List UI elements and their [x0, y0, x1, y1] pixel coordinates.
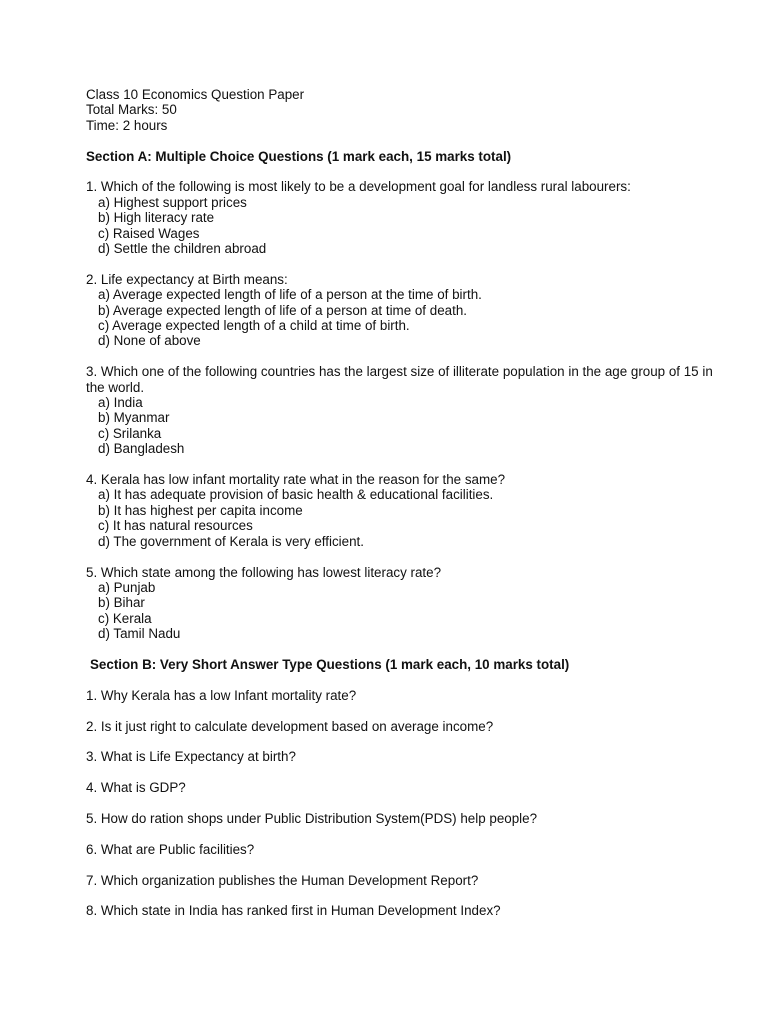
option-d: d) Bangladesh	[98, 441, 185, 457]
section-b-question-4	[86, 780, 726, 795]
question-text: 2. Is it just right to calculate development based on average income?	[86, 718, 494, 734]
option-c: c) Average expected length of a child at time of birth.	[98, 318, 410, 334]
question-text: 4. Kerala has low infant mortality rate what in the reason for the same?	[86, 472, 506, 488]
option-d: d) None of above	[98, 333, 201, 349]
option-a: a) Average expected length of life of a person at the time of birth.	[98, 287, 482, 303]
question-paper	[86, 87, 726, 934]
question-text: 1. Why Kerala has a low Infant mortality rate?	[86, 687, 357, 703]
section-b-question-7	[86, 873, 726, 888]
option-a: a) Highest support prices	[98, 194, 247, 210]
section-a-question-4	[86, 472, 726, 549]
section-b-question-1	[86, 688, 726, 703]
question-text: 2. Life expectancy at Birth means:	[86, 271, 288, 287]
question-text: 3. Which one of the following countries has the largest size of illiterate population in the age group of 15 in the world.	[86, 364, 713, 395]
total-marks: Total Marks: 50	[86, 102, 177, 118]
time-allowed: Time: 2 hours	[86, 117, 168, 133]
option-c: c) Raised Wages	[98, 225, 200, 241]
option-d: d) Settle the children abroad	[98, 241, 267, 257]
question-text: 7. Which organization publishes the Human Development Report?	[86, 872, 479, 888]
section-b-question-6	[86, 842, 726, 857]
option-b: b) High literacy rate	[98, 210, 215, 226]
option-a: a) India	[98, 395, 143, 411]
question-text: 6. What are Public facilities?	[86, 841, 255, 857]
section-a-question-1	[86, 179, 726, 256]
option-d: d) Tamil Nadu	[98, 626, 181, 642]
section-b-title: Section B: Very Short Answer Type Questions (1 mark each, 10 marks total)	[90, 656, 570, 672]
option-c: c) It has natural resources	[98, 518, 253, 534]
section-b-heading-block	[86, 657, 726, 672]
question-text: 1. Which of the following is most likely to be a development goal for landless rural labourers:	[86, 179, 631, 195]
question-text: 5. Which state among the following has lowest literacy rate?	[86, 564, 442, 580]
option-a: a) It has adequate provision of basic health & educational facilities.	[98, 487, 494, 503]
section-b-question-2	[86, 719, 726, 734]
paper-title: Class 10 Economics Question Paper	[86, 87, 305, 102]
option-b: b) Myanmar	[98, 410, 170, 426]
option-c: c) Srilanka	[98, 425, 162, 441]
section-b-question-8	[86, 903, 726, 918]
section-a-question-3	[86, 364, 726, 456]
question-text: 4. What is GDP?	[86, 780, 186, 796]
option-a: a) Punjab	[98, 579, 156, 595]
option-b: b) Average expected length of life of a person at time of death.	[98, 302, 467, 318]
section-a-question-5	[86, 565, 726, 642]
section-b-question-5	[86, 811, 726, 826]
section-a-heading-block	[86, 149, 726, 164]
section-b-question-3	[86, 749, 726, 764]
question-text: 8. Which state in India has ranked first in Human Development Index?	[86, 903, 501, 919]
option-b: b) Bihar	[98, 595, 145, 611]
option-b: b) It has highest per capita income	[98, 502, 303, 518]
paper-header	[86, 87, 726, 133]
option-d: d) The government of Kerala is very efficient.	[98, 533, 364, 549]
section-a-question-2	[86, 272, 726, 349]
question-text: 5. How do ration shops under Public Distribution System(PDS) help people?	[86, 810, 538, 826]
question-text: 3. What is Life Expectancy at birth?	[86, 749, 296, 765]
option-c: c) Kerala	[98, 610, 152, 626]
section-a-title: Section A: Multiple Choice Questions (1 mark each, 15 marks total)	[86, 148, 512, 164]
